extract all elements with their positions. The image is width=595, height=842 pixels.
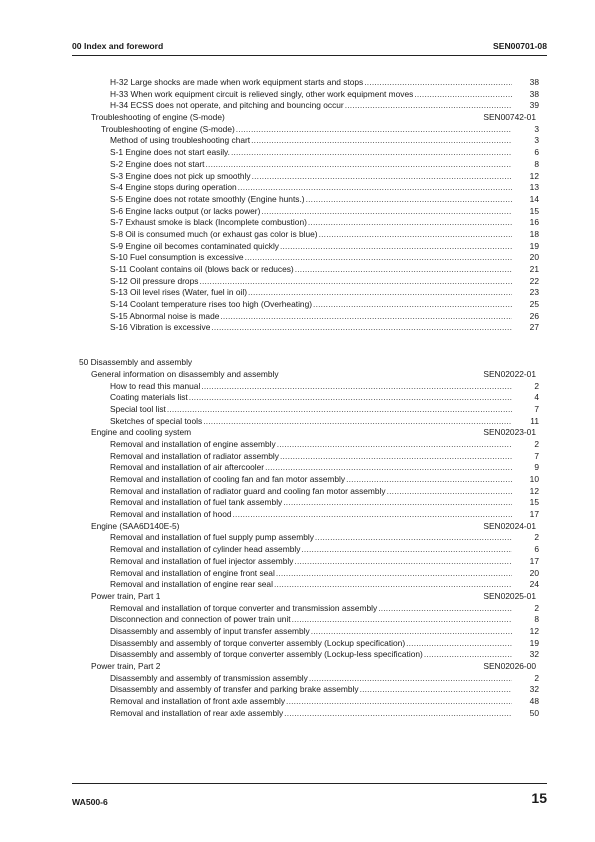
toc-section-heading [0,427,595,439]
toc-entry-page: 15 [529,497,539,508]
dot-leader [274,579,512,591]
dot-leader [313,299,512,311]
toc-entry-page: 12 [529,170,539,181]
model-name: WA500-6 [72,797,108,807]
toc-section-title: General information on disassembly and assembly [91,368,279,379]
dot-leader [261,206,512,218]
toc-entry [0,474,595,486]
dot-leader [201,381,512,393]
toc-entry [0,556,595,568]
toc-entry-title: How to read this manual [110,380,201,391]
dot-leader [301,544,512,556]
toc-entry-page: 2 [534,380,539,391]
toc-entry-page: 14 [529,193,539,204]
dot-leader [280,451,512,463]
toc-entry-title: Removal and installation of fuel supply pump assembly [110,532,314,543]
toc-entry [0,509,595,521]
toc-entry [0,451,595,463]
toc-entry-title: Removal and installation of radiator guard and cooling fan motor assembly [110,485,386,496]
toc-entry-title: Removal and installation of hood [110,509,232,520]
toc-entry-title: Disassembly and assembly of transfer and parking brake assembly [110,684,359,695]
toc-entry [0,252,595,264]
toc-entry-page: 2 [534,438,539,449]
toc-entry-page: 7 [534,450,539,461]
toc-entry-page: 6 [534,544,539,555]
toc-entry-page: 16 [529,217,539,228]
dot-leader [238,182,512,194]
toc-section-code: SEN02024-01 [483,520,536,531]
dot-leader [311,626,512,638]
dot-leader [406,638,512,650]
toc-entry-title: Removal and installation of engine assembly [110,438,276,449]
toc-entry-title: Disassembly and assembly of torque converter assembly (Lockup specification) [110,637,406,648]
toc-entry-title: S-14 Coolant temperature rises too high (Overheating) [110,299,313,310]
toc-entry-title: S-9 Engine oil becomes contaminated quickly [110,240,279,251]
toc-entry [0,159,595,171]
toc-entry-page: 15 [529,205,539,216]
toc-entry [0,638,595,650]
dot-leader [211,322,512,334]
toc-entry-page: 13 [529,182,539,193]
toc-entry [0,206,595,218]
toc-entry [0,568,595,580]
document-code: SEN00701-08 [493,41,547,51]
page-number: 15 [531,790,547,806]
toc-entry-title: H-32 Large shocks are made when work equipment starts and stops [110,77,364,87]
toc-entry-page: 17 [529,555,539,566]
toc-entry-title: Disconnection and connection of power train unit [110,614,291,625]
section-title: 00 Index and foreword [72,41,164,51]
dot-leader [309,673,512,685]
toc-entry-page: 8 [534,614,539,625]
toc-entry [0,708,595,720]
toc-section-heading [0,661,595,673]
dot-leader [364,77,512,89]
toc-entry [0,147,595,159]
toc-entry-title: Removal and installation of air aftercooler [110,462,265,473]
dot-leader [231,147,512,159]
toc-section-title: Engine and cooling system [91,427,192,438]
toc-entry-page: 2 [534,602,539,613]
toc-entry [0,264,595,276]
dot-leader [345,100,512,112]
toc-section-title: Power train, Part 1 [91,590,161,601]
dot-leader [286,696,512,708]
toc-section-code: SEN00742-01 [483,112,536,123]
toc-entry-title: S-1 Engine does not start easily. [110,147,230,158]
toc-entry-page: 17 [529,509,539,520]
toc-entry [0,486,595,498]
toc-section-code: SEN02025-01 [483,590,536,601]
toc-entry-title: Troubleshooting of engine (S-mode) [101,123,235,134]
dot-leader [346,474,512,486]
toc-entry [0,404,595,416]
toc-entry-page: 39 [529,100,539,111]
toc-entry-title: S-10 Fuel consumption is excessive [110,252,244,263]
toc-entry-title: S-16 Vibration is excessive [110,322,211,333]
toc-entry [0,100,595,112]
toc-entry [0,135,595,147]
dot-leader [280,241,512,253]
toc-entry [0,381,595,393]
toc-chapter-heading [0,357,595,369]
toc-entry [0,241,595,253]
toc-entry-page: 25 [529,299,539,310]
toc-entry-page: 18 [529,228,539,239]
toc-entry [0,497,595,509]
toc-entry [0,182,595,194]
toc-section-code: SEN02022-01 [483,368,536,379]
toc-entry-page: 20 [529,252,539,263]
toc-entry [0,579,595,591]
footer-rule [72,783,547,784]
toc-entry-page: 21 [529,264,539,274]
toc-entry-page: 6 [534,147,539,158]
toc-entry [0,462,595,474]
dot-leader [284,708,512,720]
toc-entry [0,311,595,323]
toc-entry [0,322,595,334]
toc-entry-title: Removal and installation of fuel injector assembly [110,555,294,566]
toc-entry-page: 12 [529,485,539,496]
toc-entry-title: Removal and installation of engine front seal [110,567,275,578]
dot-leader [199,276,512,288]
toc-entry-page: 10 [529,474,539,484]
toc-entry-title: Removal and installation of cooling fan and fan motor assembly [110,474,346,484]
dot-leader [276,568,512,580]
dot-leader [292,614,512,626]
toc-entry [0,416,595,428]
toc-entry-page: 2 [534,672,539,683]
toc-entry-title: Removal and installation of engine rear seal [110,579,273,590]
toc-entry-title: Coating materials list [110,392,188,403]
dot-leader [277,439,512,451]
toc-entry [0,89,595,101]
dot-leader [424,649,512,661]
toc-entry-page: 3 [534,135,539,146]
toc-entry [0,287,595,299]
toc-entry-title: S-11 Coolant contains oil (blows back or reduces) [110,264,294,274]
dot-leader [245,252,512,264]
toc-entry-title: H-33 When work equipment circuit is relieved singly, other work equipment moves [110,88,414,99]
dot-leader [206,159,512,171]
dot-leader [308,217,512,229]
dot-leader [220,311,512,323]
toc-entry-title: Sketches of special tools [110,415,203,426]
toc-section-title: Engine (SAA6D140E-5) [91,520,180,531]
dot-leader [203,416,512,428]
toc-entry-title: Removal and installation of radiator assembly [110,450,279,461]
toc-entry-title: Removal and installation of torque converter and transmission assembly [110,602,378,613]
toc-entry-page: 2 [534,532,539,543]
block-spacer [0,334,595,357]
toc-entry [0,649,595,661]
toc-entry-page: 38 [529,88,539,99]
toc-entry-title: Disassembly and assembly of torque converter assembly (Lockup-less specification) [110,649,423,660]
dot-leader [251,135,512,147]
toc-entry-page: 12 [529,625,539,636]
dot-leader [236,124,512,136]
dot-leader [167,404,512,416]
toc-entry-page: 11 [530,415,539,426]
toc-entry-page: 22 [529,275,539,286]
toc-entry-title: S-4 Engine stops during operation [110,182,237,193]
toc-entry-title: S-3 Engine does not pick up smoothly [110,170,251,181]
toc-section-code: SEN02023-01 [483,427,536,438]
toc-entry-page: 32 [529,649,539,660]
toc-chapter-text: 50 Disassembly and assembly [79,357,193,368]
toc-section-heading [0,521,595,533]
toc-entry-title: S-12 Oil pressure drops [110,275,199,286]
toc-entry-title: S-7 Exhaust smoke is black (Incomplete combustion) [110,217,307,228]
toc-block-disassembly [0,357,595,719]
toc-entry-title: H-34 ECSS does not operate, and pitching and bouncing occur [110,100,344,111]
dot-leader [306,194,512,206]
toc-entry-title: S-13 Oil level rises (Water, fuel in oil) [110,287,247,298]
toc-section-heading [0,112,595,124]
toc-entry-page: 19 [529,240,539,251]
toc-entry [0,614,595,626]
toc-entry-page: 24 [529,579,539,590]
toc-block-troubleshooting [0,77,595,334]
toc-entry [0,77,595,89]
toc-entry-title: S-5 Engine does not rotate smoothly (Engine hunts.) [110,193,305,204]
dot-leader [315,532,512,544]
toc-entry-title: Removal and installation of cylinder head assembly [110,544,301,555]
toc-section-code: SEN02026-00 [483,661,536,671]
toc-entry-title: Removal and installation of front axle assembly [110,696,286,707]
dot-leader [233,509,512,521]
toc-entry-page: 48 [529,696,539,707]
toc-entry [0,696,595,708]
toc-entry-title: Disassembly and assembly of transmission assembly [110,672,308,683]
toc-entry [0,626,595,638]
toc-entry [0,229,595,241]
toc-entry [0,544,595,556]
toc-entry-title: S-15 Abnormal noise is made [110,310,220,321]
toc-entry-page: 50 [529,707,539,718]
toc-entry [0,276,595,288]
dot-leader [294,556,512,568]
dot-leader [265,462,512,474]
toc-section-title: Troubleshooting of engine (S-mode) [91,112,225,123]
toc-entry-page: 20 [529,567,539,578]
toc-entry-page: 32 [529,684,539,695]
toc-entry-page: 38 [529,77,539,87]
toc-section-title: Power train, Part 2 [91,661,161,671]
dot-leader [414,89,512,101]
dot-leader [248,287,512,299]
toc-entry-page: 9 [534,462,539,473]
dot-leader [252,171,512,183]
toc-section-heading [0,369,595,381]
toc-entry [0,124,595,136]
dot-leader [283,497,512,509]
header-rule [72,55,547,56]
toc-section-heading [0,591,595,603]
toc-entry [0,171,595,183]
toc-entry-title: Disassembly and assembly of input transfer assembly [110,625,310,636]
toc-entry [0,684,595,696]
toc-entry-page: 4 [534,392,539,403]
toc-entry-title: Special tool list [110,403,166,414]
dot-leader [295,264,512,276]
dot-leader [387,486,512,498]
toc-entry-title: Method of using troubleshooting chart [110,135,251,146]
toc-entry-page: 3 [534,123,539,134]
toc-entry-title: Removal and installation of rear axle assembly [110,707,284,718]
toc-entry-page: 7 [534,403,539,414]
dot-leader [378,603,512,615]
toc-entry [0,532,595,544]
toc-entry-title: S-6 Engine lacks output (or lacks power) [110,205,261,216]
toc-entry-page: 26 [529,310,539,321]
toc-entry [0,392,595,404]
toc-entry [0,299,595,311]
toc-entry-title: S-2 Engine does not start [110,158,205,169]
toc-entry-page: 19 [529,637,539,648]
dot-leader [319,229,512,241]
toc-entry-title: Removal and installation of fuel tank assembly [110,497,283,508]
toc-entry [0,194,595,206]
table-of-contents [0,77,595,719]
toc-entry-page: 27 [529,322,539,333]
toc-entry [0,603,595,615]
dot-leader [360,684,512,696]
toc-entry [0,439,595,451]
toc-entry [0,217,595,229]
toc-entry [0,673,595,685]
toc-entry-page: 8 [534,158,539,169]
toc-entry-title: S-8 Oil is consumed much (or exhaust gas color is blue) [110,228,318,239]
page-header [72,41,547,53]
toc-entry-page: 23 [529,287,539,298]
dot-leader [189,392,512,404]
